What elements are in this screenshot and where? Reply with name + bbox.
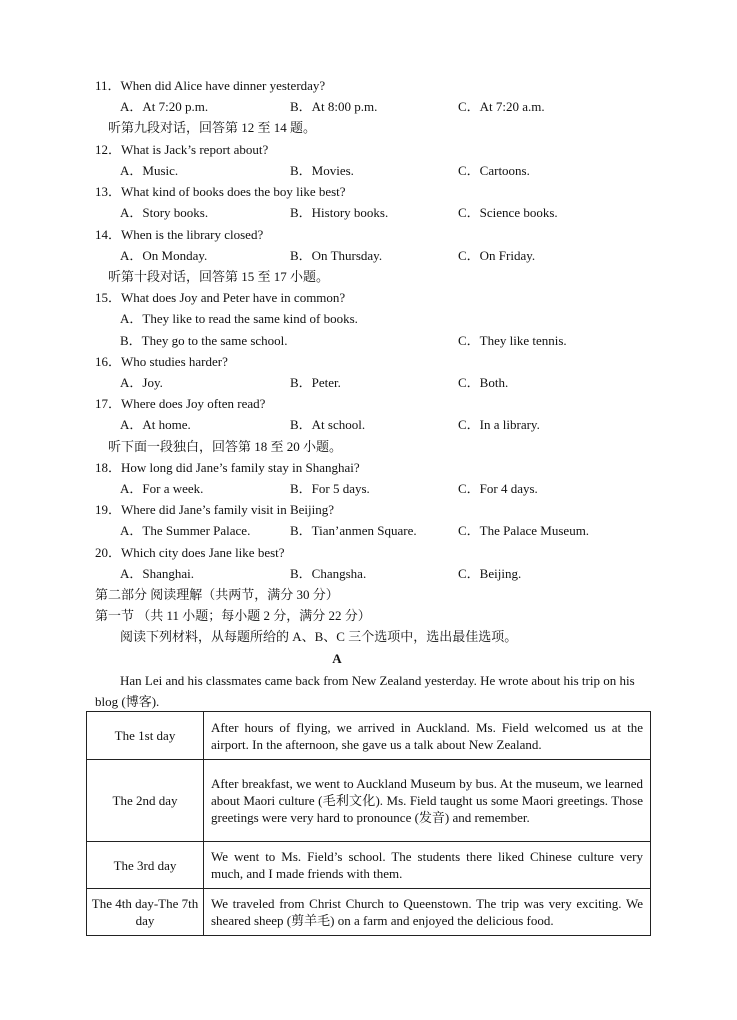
option-c: C．They like tennis.: [458, 333, 567, 348]
option-c: C．In a library.: [458, 417, 540, 432]
description-cell: We went to Ms. Field’s school. The students there liked Chinese culture very much, and I made friends with them.: [204, 842, 651, 889]
option-a: A．The Summer Palace.: [120, 523, 251, 538]
option-b: B．Tian’anmen Square.: [290, 523, 417, 538]
option-c: C．Cartoons.: [458, 163, 530, 178]
description-cell: We traveled from Christ Church to Queenstown. The trip was very exciting. We sheared sheep (剪羊毛) on a farm and enjoyed the delicious food.: [204, 889, 651, 936]
table-row: [87, 842, 651, 889]
day-cell: The 1st day: [87, 712, 204, 760]
option-b: B．At 8:00 p.m.: [290, 99, 378, 114]
option-c: C．Both.: [458, 375, 509, 390]
option-a: A．Music.: [120, 163, 179, 178]
option-a: A．Joy.: [120, 375, 163, 390]
option-b: B．Changsha.: [290, 566, 367, 581]
table-row: [87, 760, 651, 842]
option-a: A．At 7:20 p.m.: [120, 99, 209, 114]
day-cell: The 3rd day: [87, 842, 204, 889]
question-stem: 19．Where did Jane’s family visit in Beijing?: [95, 502, 335, 517]
question-stem: 14．When is the library closed?: [95, 227, 264, 242]
description-cell: After breakfast, we went to Auckland Museum by bus. At the museum, we learned about Maori culture (毛利文化). Ms. Field taught us some Maori greetings. Those greetings were very hard to pronounce (发音) and remember.: [204, 760, 651, 842]
option-b: B．They go to the same school.: [120, 333, 288, 348]
question-stem: 18．How long did Jane’s family stay in Shanghai?: [95, 460, 360, 475]
question-stem: 11．When did Alice have dinner yesterday?: [95, 78, 326, 93]
section-instruction-10: 听第十段对话，回答第 15 至 17 小题。: [108, 269, 330, 284]
question-stem: 17．Where does Joy often read?: [95, 396, 266, 411]
reading-instruction: 阅读下列材料，从每题所给的 A、B、C 三个选项中，选出最佳选项。: [120, 629, 518, 644]
option-c: C．Beijing.: [458, 566, 522, 581]
option-b: B．At school.: [290, 417, 366, 432]
description-cell: After hours of flying, we arrived in Auckland. Ms. Field welcomed us at the airport. In the afternoon, she gave us a talk about New Zealand.: [204, 712, 651, 760]
table-row: [87, 889, 651, 936]
table-row: [87, 712, 651, 760]
option-a: A．On Monday.: [120, 248, 208, 263]
section-one-title: 第一节 （共 11 小题；每小题 2 分，满分 22 分）: [95, 608, 371, 623]
section-instruction-monologue: 听下面一段独白，回答第 18 至 20 小题。: [108, 439, 343, 454]
option-a: A．Story books.: [120, 205, 209, 220]
trip-table: [86, 711, 651, 936]
day-cell: The 2nd day: [87, 760, 204, 842]
option-c: C．On Friday.: [458, 248, 536, 263]
question-stem: 13．What kind of books does the boy like best?: [95, 184, 346, 199]
option-a: A．For a week.: [120, 481, 204, 496]
option-b: B．History books.: [290, 205, 389, 220]
part-two-title: 第二部分 阅读理解（共两节，满分 30 分）: [95, 587, 339, 602]
option-c: C．For 4 days.: [458, 481, 538, 496]
option-b: B．For 5 days.: [290, 481, 370, 496]
option-a: A．They like to read the same kind of books.: [120, 311, 358, 326]
day-cell: The 4th day-The 7th day: [87, 889, 204, 936]
question-stem: 20．Which city does Jane like best?: [95, 545, 285, 560]
option-b: B．Peter.: [290, 375, 341, 390]
option-c: C．Science books.: [458, 205, 558, 220]
passage-letter: A: [332, 651, 342, 666]
question-stem: 16．Who studies harder?: [95, 354, 228, 369]
question-stem: 12．What is Jack’s report about?: [95, 142, 269, 157]
section-instruction-9: 听第九段对话，回答第 12 至 14 题。: [108, 120, 317, 135]
option-c: C．The Palace Museum.: [458, 523, 590, 538]
option-b: B．Movies.: [290, 163, 354, 178]
option-b: B．On Thursday.: [290, 248, 383, 263]
option-c: C．At 7:20 a.m.: [458, 99, 545, 114]
option-a: A．Shanghai.: [120, 566, 195, 581]
option-a: A．At home.: [120, 417, 191, 432]
question-stem: 15．What does Joy and Peter have in common?: [95, 290, 346, 305]
passage-intro: Han Lei and his classmates came back from New Zealand yesterday. He wrote about his trip on his blog (博客).: [95, 673, 635, 709]
